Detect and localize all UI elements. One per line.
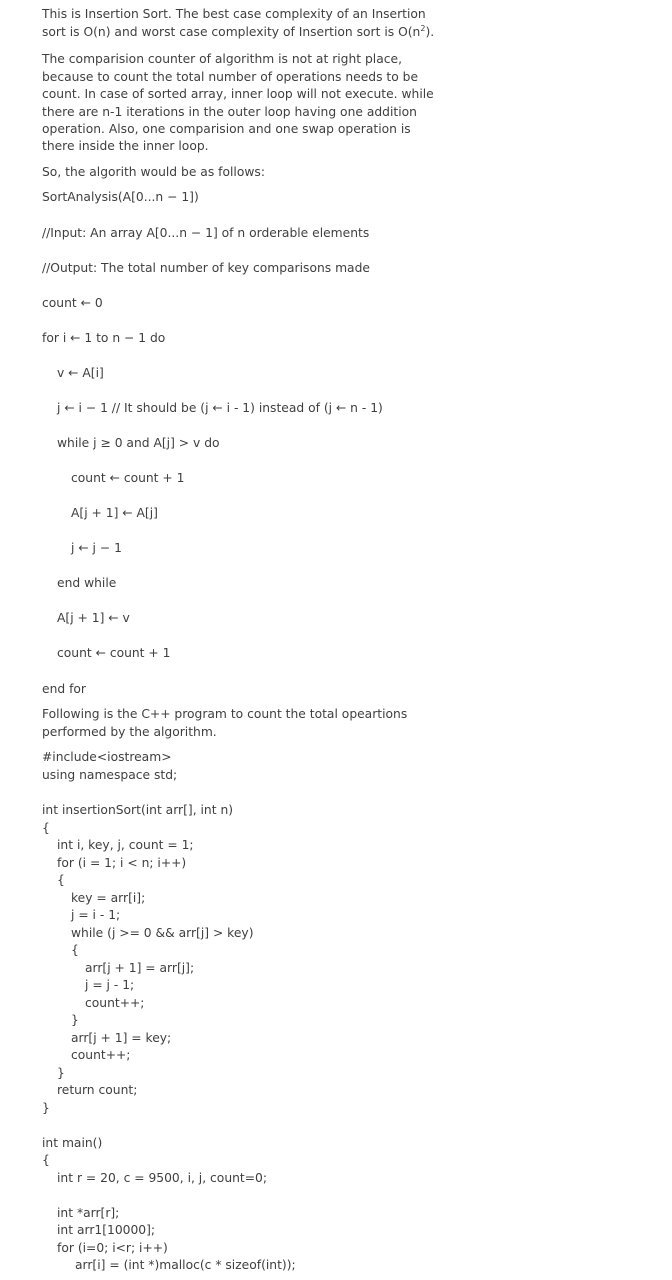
algorithm-line: j ← j − 1 [71, 541, 122, 555]
code-line: j = i - 1; [71, 908, 121, 922]
code-line: for (i = 1; i < n; i++) [57, 856, 187, 870]
code-line: int insertionSort(int arr[], int n) [42, 803, 234, 817]
program-intro-line: performed by the algorithm. [42, 725, 217, 739]
code-line: j = j - 1; [85, 978, 135, 992]
code-line: arr[j + 1] = key; [71, 1031, 172, 1045]
code-line: { [71, 943, 79, 957]
code-line: int arr1[10000]; [57, 1223, 156, 1237]
code-line: arr[j + 1] = arr[j]; [85, 961, 195, 975]
code-line: arr[i] = (int *)malloc(c * sizeof(int)); [75, 1258, 296, 1272]
code-line: count++; [71, 1048, 131, 1062]
intro-line-1: This is Insertion Sort. The best case complexity of an Insertion [42, 7, 426, 21]
code-line: { [57, 873, 65, 887]
algorithm-line: j ← i − 1 // It should be (j ← i - 1) instead of (j ← n - 1) [57, 401, 383, 415]
algorithm-intro: So, the algorith would be as follows: [42, 165, 265, 179]
algorithm-line: A[j + 1] ← A[j] [71, 506, 158, 520]
explanation-line: there are n-1 iterations in the outer loop having one addition [42, 105, 417, 119]
algorithm-line: A[j + 1] ← v [57, 611, 130, 625]
code-line: #include<iostream> [42, 750, 172, 764]
algorithm-line: v ← A[i] [57, 366, 104, 380]
code-line: int i, key, j, count = 1; [57, 838, 194, 852]
program-intro-line: Following is the C++ program to count the total opeartions [42, 707, 408, 721]
algorithm-line: count ← count + 1 [71, 471, 185, 485]
explanation-line: there inside the inner loop. [42, 139, 209, 153]
code-line: int r = 20, c = 9500, i, j, count=0; [57, 1171, 268, 1185]
code-line: } [57, 1066, 65, 1080]
explanation-line: count. In case of sorted array, inner loop will not execute. while [42, 87, 434, 101]
code-line: } [71, 1013, 79, 1027]
algorithm-line: count ← count + 1 [57, 646, 171, 660]
code-line: while (j >= 0 && arr[j] > key) [71, 926, 254, 940]
code-line: using namespace std; [42, 768, 178, 782]
algorithm-line: end for [42, 682, 86, 696]
algorithm-line: //Input: An array A[0...n − 1] of n orderable elements [42, 226, 370, 240]
code-line: for (i=0; i<r; i++) [57, 1241, 168, 1255]
explanation-line: because to count the total number of operations needs to be [42, 70, 419, 84]
explanation-line: operation. Also, one comparision and one swap operation is [42, 122, 411, 136]
code-line: return count; [57, 1083, 138, 1097]
algorithm-line: end while [57, 576, 117, 590]
algorithm-line: count ← 0 [42, 296, 103, 310]
code-line: count++; [85, 996, 145, 1010]
code-line: } [42, 1101, 50, 1115]
intro-superscript: 2 [420, 23, 426, 33]
code-line: { [42, 1153, 50, 1167]
code-line: int *arr[r]; [57, 1206, 120, 1220]
algorithm-line: //Output: The total number of key comparisons made [42, 261, 370, 275]
algorithm-line: for i ← 1 to n − 1 do [42, 331, 166, 345]
algorithm-line: SortAnalysis(A[0...n − 1]) [42, 190, 199, 204]
algorithm-line: while j ≥ 0 and A[j] > v do [57, 436, 220, 450]
intro-line-2-text: sort is O(n) and worst case complexity of Insertion sort is O(n [42, 25, 421, 39]
intro-line-2 [42, 24, 434, 41]
explanation-line: The comparision counter of algorithm is not at right place, [42, 52, 402, 66]
code-line: { [42, 821, 50, 835]
code-line: key = arr[i]; [71, 891, 146, 905]
intro-line-2-end: ). [425, 25, 435, 39]
code-line: int main() [42, 1136, 103, 1150]
